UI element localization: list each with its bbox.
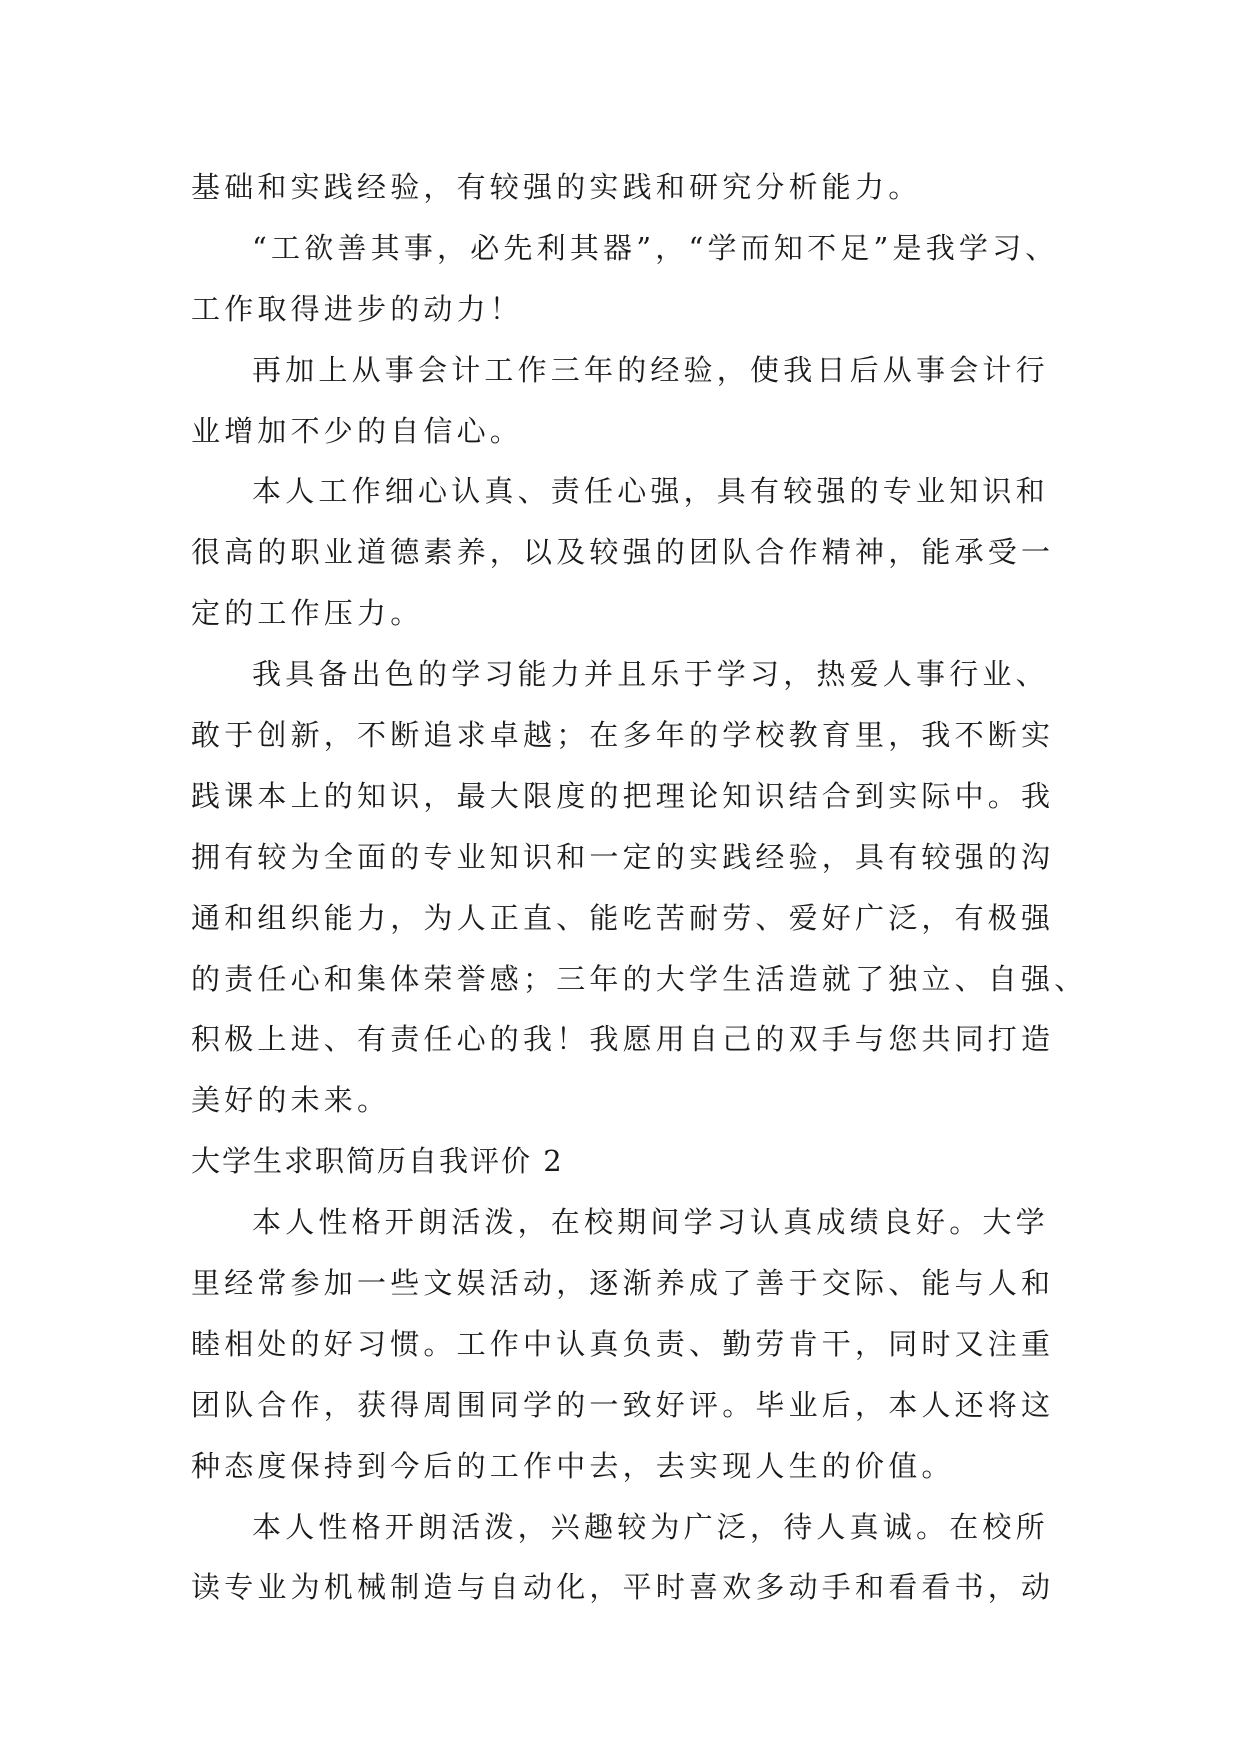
text-line: 里经常参加一些文娱活动，逐渐养成了善于交际、能与人和 xyxy=(191,1266,1055,1301)
text-line: 通和组织能力，为人正直、能吃苦耐劳、爱好广泛，有极强 xyxy=(191,900,1055,935)
text-line: 美好的未来。 xyxy=(191,1083,391,1118)
text-line: 敢于创新，不断追求卓越；在多年的学校教育里，我不断实 xyxy=(191,718,1055,753)
text-line: 睦相处的好习惯。工作中认真负责、勤劳肯干，同时又注重 xyxy=(191,1326,1055,1361)
text-line: 业增加不少的自信心。 xyxy=(191,413,524,448)
text-line: “工欲善其事，必先利其器”，“学而知不足”是我学习、 xyxy=(252,230,1059,265)
text-line: 积极上进、有责任心的我！我愿用自己的双手与您共同打造 xyxy=(191,1022,1055,1057)
text-line: 团队合作，获得周围同学的一致好评。毕业后，本人还将这 xyxy=(191,1387,1055,1422)
text-line: 拥有较为全面的专业知识和一定的实践经验，具有较强的沟 xyxy=(191,839,1055,874)
text-line: 种态度保持到今后的工作中去，去实现人生的价值。 xyxy=(191,1448,955,1483)
section-heading: 大学生求职简历自我评价 2 xyxy=(191,1144,564,1179)
text-line: 很高的职业道德素养，以及较强的团队合作精神，能承受一 xyxy=(191,535,1055,570)
text-line: 再加上从事会计工作三年的经验，使我日后从事会计行 xyxy=(252,352,1049,387)
text-line: 本人工作细心认真、责任心强，具有较强的专业知识和 xyxy=(252,474,1049,509)
text-line: 定的工作压力。 xyxy=(191,596,424,631)
text-line: 践课本上的知识，最大限度的把理论知识结合到实际中。我 xyxy=(191,778,1055,813)
text-line: 本人性格开朗活泼，兴趣较为广泛，待人真诚。在校所 xyxy=(252,1509,1049,1544)
text-line: 工作取得进步的动力！ xyxy=(191,291,524,326)
text-line: 本人性格开朗活泼，在校期间学习认真成绩良好。大学 xyxy=(252,1205,1049,1240)
text-line: 我具备出色的学习能力并且乐于学习，热爱人事行业、 xyxy=(252,657,1049,692)
text-line: 的责任心和集体荣誉感；三年的大学生活造就了独立、自强、 xyxy=(191,961,1088,996)
text-line: 基础和实践经验，有较强的实践和研究分析能力。 xyxy=(191,170,922,204)
document-body xyxy=(191,157,1088,1618)
text-line: 读专业为机械制造与自动化，平时喜欢多动手和看看书，动 xyxy=(191,1570,1055,1605)
